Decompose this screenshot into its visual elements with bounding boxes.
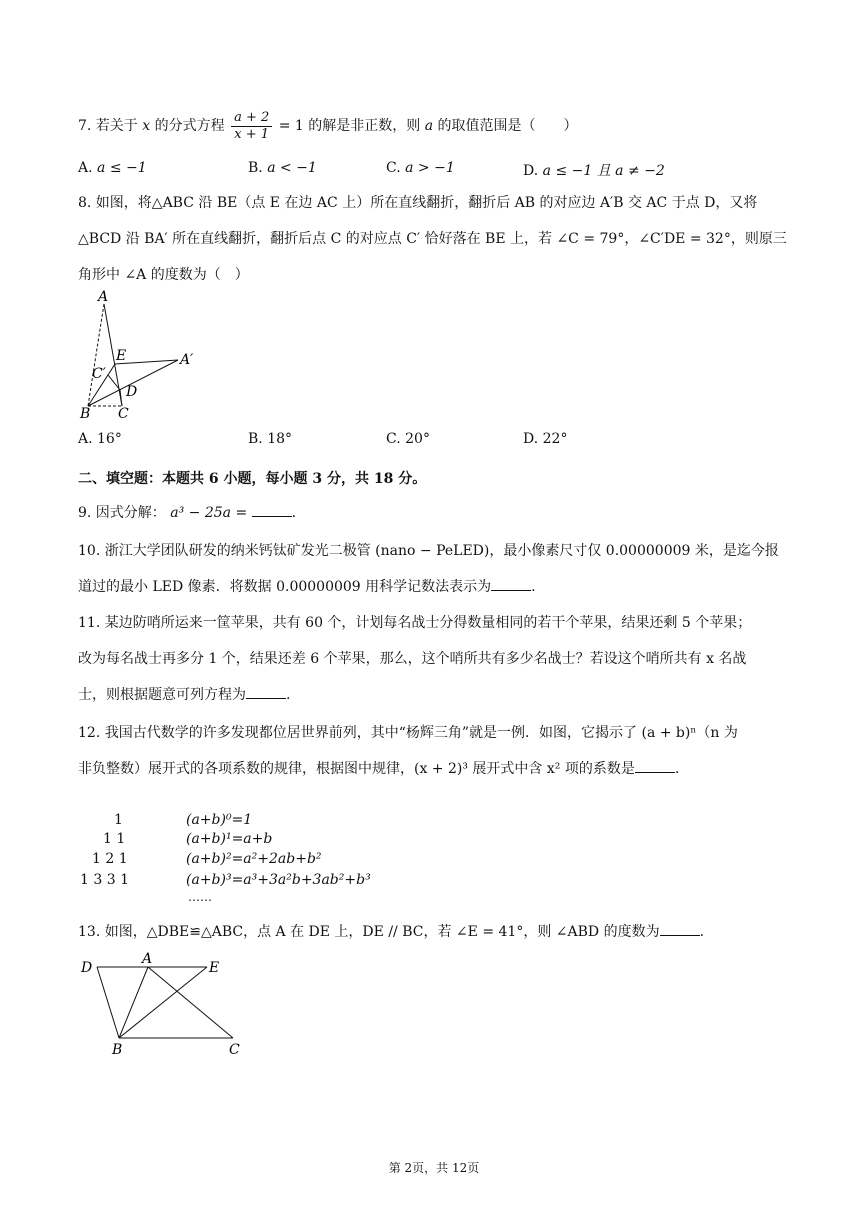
option-text: 20° (405, 431, 430, 447)
option-label: B. (248, 431, 263, 447)
q10-answer-blank[interactable] (491, 578, 531, 591)
yh-row-1-coeffs: 1 1 (103, 831, 126, 847)
q8-label-b: B (80, 406, 91, 422)
q8-option-d[interactable] (523, 431, 567, 447)
q13-label-d: D (81, 960, 93, 976)
q12-end: . (674, 761, 680, 777)
option-label: D. (523, 431, 539, 447)
page-footer: 第 2页，共 12页 (388, 1161, 480, 1175)
option-text: 16° (97, 431, 122, 447)
q7-option-b[interactable] (248, 160, 317, 176)
option-text: 22° (542, 431, 568, 447)
q13-text: 13. 如图，△DBE≌△ABC，点 A 在 DE 上，DE // BC，若 ∠E = 41°，则 ∠ABD 的度数为 (78, 924, 660, 940)
yh-row-2-coeffs: 1 2 1 (92, 851, 128, 867)
q9-end: . (291, 505, 297, 521)
q13-figure (76, 950, 256, 1060)
q8-label-a-prime: A′ (180, 352, 194, 368)
q8-label-c: C (118, 406, 129, 422)
q9-prefix: 9. 因式分解： (78, 505, 166, 521)
q13-line-db (97, 967, 119, 1038)
q8-option-a[interactable] (78, 431, 122, 447)
option-label: A. (78, 431, 93, 447)
q9-expr: a³ − 25a = (170, 505, 248, 521)
q8-label-a: A (98, 289, 109, 305)
q7-option-a[interactable] (78, 160, 147, 176)
q13-line-eb (119, 967, 207, 1038)
q7-var-x: x (142, 118, 151, 134)
q11-line-3-text: 士，则根据题意可列方程为 (78, 687, 246, 703)
yh-row-0-formula: (a+b)⁰=1 (186, 812, 253, 828)
q13-line-ab (119, 967, 148, 1038)
q7-option-d[interactable] (523, 160, 665, 180)
q7-stem (78, 108, 578, 144)
q7-option-c[interactable] (386, 160, 455, 176)
option-text: a > −1 (405, 160, 455, 176)
q8-line-1: 8. 如图，将△ABC 沿 BE（点 E 在边 AC 上）所在直线翻折，翻折后 AB 的对应边 A′B 交 AC 于点 D，又将 (78, 195, 758, 211)
q8-line-ab (88, 304, 104, 406)
option-text: a ≤ −1 (97, 160, 147, 176)
yh-ellipsis: …… (188, 890, 212, 904)
q13-stem (78, 921, 704, 941)
q13-line-ac (148, 967, 233, 1038)
q13-label-a: A (142, 951, 153, 967)
q7-suffix: 的取值范围是（ ） (437, 118, 578, 134)
q7-mid1: 的分式方程 (154, 118, 225, 134)
q8-line-2: △BCD 沿 BA′ 所在直线翻折，翻折后点 C 的对应点 C′ 恰好落在 BE 上，若 ∠C = 79°，∠C′DE = 32°，则原三 (78, 231, 787, 247)
q11-end: . (286, 687, 291, 703)
q7-fraction (231, 110, 272, 143)
option-text: a < −1 (267, 160, 317, 176)
yh-row-3-formula: (a+b)³=a³+3a²b+3ab²+b³ (186, 872, 371, 888)
q7-eq: = 1 (278, 118, 304, 134)
q7-prefix: 7. 若关于 (78, 118, 138, 134)
q12-line-2 (78, 758, 679, 778)
yh-row-1-formula: (a+b)¹=a+b (186, 831, 273, 847)
option-text: 18° (267, 431, 293, 447)
q13-label-b: B (112, 1042, 123, 1058)
option-label: A. (78, 160, 93, 176)
option-label: C. (386, 431, 401, 447)
q7-fraction-denominator: x + 1 (234, 126, 270, 142)
q8-figure (74, 288, 214, 422)
yh-row-3-coeffs: 1 3 3 1 (80, 872, 129, 888)
q8-label-d: D (126, 384, 138, 400)
q12-line-2-text: 非负整数）展开式的各项系数的规律，根据图中规律，(x + 2)³ 展开式中含 x² 项的系数是 (78, 761, 635, 777)
option-label: C. (386, 160, 401, 176)
q8-option-c[interactable] (386, 431, 430, 447)
q7-fraction-numerator: a + 2 (231, 110, 272, 127)
q11-line-1: 11. 某边防哨所运来一筐苹果，共有 60 个，计划每名战士分得数量相同的若干个苹果，结果还剩 5 个苹果； (78, 615, 752, 631)
option-label: B. (248, 160, 263, 176)
q8-label-e: E (116, 348, 127, 364)
q11-line-2: 改为每名战士再多分 1 个，结果还差 6 个苹果，那么，这个哨所共有多少名战士？若设这个哨所共有 x 名战 (78, 651, 747, 667)
q9-stem (78, 502, 296, 522)
q11-line-3 (78, 684, 290, 704)
yh-row-2-formula: (a+b)²=a²+2ab+b² (186, 851, 322, 867)
option-text: a ≤ −1 且 a ≠ −2 (542, 163, 665, 179)
q10-line-2-text: 道过的最小 LED 像素．将数据 0.00000009 用科学记数法表示为 (78, 579, 492, 595)
q11-answer-blank[interactable] (246, 686, 286, 699)
q10-line-2 (78, 576, 536, 596)
option-label: D. (523, 163, 539, 179)
q13-end: . (699, 924, 705, 940)
q12-answer-blank[interactable] (635, 760, 675, 773)
q13-answer-blank[interactable] (660, 923, 700, 936)
q8-label-c-prime: C′ (92, 366, 106, 382)
q13-label-e: E (209, 960, 220, 976)
q13-label-c: C (229, 1042, 240, 1058)
q7-var-a: a (424, 118, 434, 134)
section-heading: 二、填空题：本题共 6 小题，每小题 3 分，共 18 分。 (78, 471, 427, 487)
q12-line-1: 12. 我国古代数学的许多发现都位居世界前列，其中“杨辉三角”就是一例．如图，它揭示了 (a + b)ⁿ（n 为 (78, 725, 738, 741)
q8-line-3: 角形中 ∠A 的度数为（ ） (78, 267, 249, 283)
q9-answer-blank[interactable] (252, 504, 292, 517)
q10-end: . (531, 579, 536, 595)
yh-row-0-coeffs: 1 (114, 812, 123, 828)
q8-option-b[interactable] (248, 431, 292, 447)
q10-line-1: 10. 浙江大学团队研发的纳米钙钛矿发光二极管 (nano − PeLED)，最小像素尺寸仅 0.00000009 米，是迄今报 (78, 543, 779, 559)
q7-mid2: 的解是非正数，则 (308, 118, 421, 134)
